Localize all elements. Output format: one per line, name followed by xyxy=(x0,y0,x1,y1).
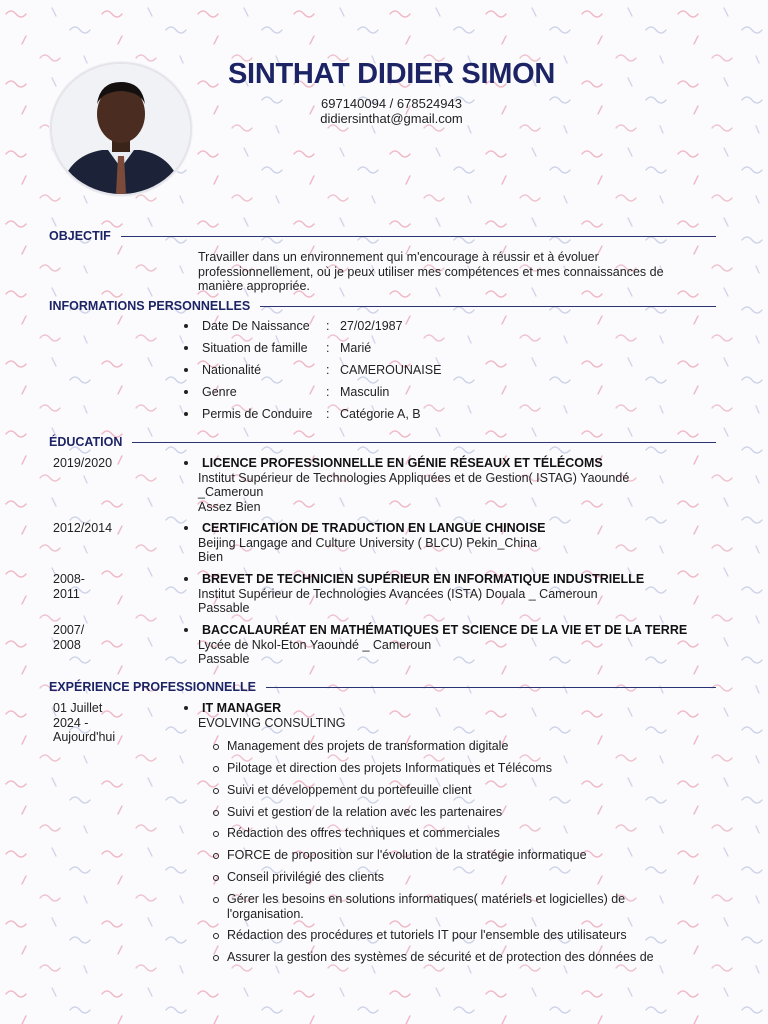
info-row xyxy=(184,407,421,421)
task-text: Rédaction des offres techniques et commerciales xyxy=(227,826,500,840)
info-separator: : xyxy=(326,385,330,399)
bullet-icon xyxy=(184,346,188,350)
task-item xyxy=(213,928,703,943)
task-item xyxy=(213,892,703,921)
objectif-line: Travailler dans un environnement qui m'encourage à réussir et à évoluer xyxy=(198,250,599,264)
date-line: 2012/2014 xyxy=(53,521,113,535)
info-label: Genre xyxy=(202,385,237,399)
entry-line: Beijing Langage and Culture University ( BLCU) Pekin_China xyxy=(198,535,538,550)
bullet-icon xyxy=(184,390,188,394)
task-item xyxy=(213,826,703,841)
info-separator: : xyxy=(326,363,330,377)
company-name: EVOLVING CONSULTING xyxy=(198,715,346,730)
task-text: FORCE de proposition sur l'évolution de la stratégie informatique xyxy=(227,848,587,862)
bullet-icon xyxy=(184,324,188,328)
circle-bullet-icon xyxy=(213,810,219,816)
info-row xyxy=(184,363,441,377)
circle-bullet-icon xyxy=(213,788,219,794)
section-divider xyxy=(132,442,716,443)
entry-line: Passable xyxy=(198,601,250,616)
entry-line: Institut Supérieur de Technologies Appliquées et de Gestion( ISTAG) Yaoundé xyxy=(198,470,630,485)
circle-bullet-icon xyxy=(213,875,219,881)
info-value: Masculin xyxy=(340,385,390,399)
info-value: 27/02/1987 xyxy=(340,319,403,333)
date-line: Aujourd'hui xyxy=(53,730,116,745)
education-entry xyxy=(184,521,716,565)
candidate-name: SINTHAT DIDIER SIMON xyxy=(228,58,555,90)
job-title: IT MANAGER xyxy=(202,701,282,715)
date-line: 2007/ xyxy=(53,623,85,637)
circle-bullet-icon xyxy=(213,766,219,772)
task-text: l'organisation. xyxy=(227,906,304,921)
objectif-line: professionnellement, où je peux utiliser mes compétences et mes connaissances de xyxy=(198,264,664,279)
info-label: Permis de Conduire xyxy=(202,407,313,421)
section-title-text: ÉDUCATION xyxy=(49,435,123,449)
info-separator: : xyxy=(326,319,330,333)
education-entry xyxy=(184,623,716,667)
circle-bullet-icon xyxy=(213,744,219,750)
bullet-icon xyxy=(184,706,188,710)
entry-line: Passable xyxy=(198,652,250,667)
date-line: 2008 xyxy=(53,637,81,652)
date-line: 2019/2020 xyxy=(53,456,113,470)
task-text: Rédaction des procédures et tutoriels IT pour l'ensemble des utilisateurs xyxy=(227,928,627,942)
task-text: Gérer les besoins en solutions informatiques( matériels et logicielles) de xyxy=(227,892,626,906)
education-date xyxy=(53,521,133,536)
degree-title: BACCALAURÉAT EN MATHÉMATIQUES ET SCIENCE DE LA VIE ET DE LA TERRE xyxy=(202,623,688,637)
task-item xyxy=(213,950,703,965)
circle-bullet-icon xyxy=(213,853,219,859)
task-text: Pilotage et direction des projets Informatiques et Télécoms xyxy=(227,761,552,775)
experience-date xyxy=(53,701,133,745)
education-date xyxy=(53,456,133,471)
info-separator: : xyxy=(326,341,330,355)
info-separator: : xyxy=(326,407,330,421)
info-value: Marié xyxy=(340,341,372,355)
task-item xyxy=(213,739,703,754)
degree-title: LICENCE PROFESSIONNELLE EN GÉNIE RÉSEAUX ET TÉLÉCOMS xyxy=(202,456,603,470)
date-line: 01 Juillet xyxy=(53,701,103,715)
section-divider xyxy=(260,306,716,307)
section-divider xyxy=(266,687,716,688)
circle-bullet-icon xyxy=(213,933,219,939)
bullet-icon xyxy=(184,526,188,530)
bullet-icon xyxy=(184,412,188,416)
task-text: Suivi et gestion de la relation avec les partenaires xyxy=(227,805,503,819)
bullet-icon xyxy=(184,628,188,632)
bullet-icon xyxy=(184,461,188,465)
task-item xyxy=(213,783,703,798)
entry-line: Bien xyxy=(198,550,224,565)
info-label: Date De Naissance xyxy=(202,319,310,333)
info-row xyxy=(184,319,403,333)
task-item xyxy=(213,848,703,863)
circle-bullet-icon xyxy=(213,897,219,903)
info-row xyxy=(184,385,389,399)
info-label: Nationalité xyxy=(202,363,262,377)
section-title-text: EXPÉRIENCE PROFESSIONNELLE xyxy=(49,680,256,694)
degree-title: CERTIFICATION DE TRADUCTION EN LANGUE CHINOISE xyxy=(202,521,546,535)
education-entry xyxy=(184,572,716,616)
section-title-text: INFORMATIONS PERSONNELLES xyxy=(49,299,251,313)
objectif-text xyxy=(198,250,716,294)
date-line: 2011 xyxy=(53,586,80,601)
task-item xyxy=(213,870,703,885)
section-divider xyxy=(121,236,716,237)
email-address[interactable]: didiersinthat@gmail.com xyxy=(320,111,463,126)
objectif-line: manière appropriée. xyxy=(198,279,310,294)
section-title-text: OBJECTIF xyxy=(49,229,111,243)
task-text: Assurer la gestion des systèmes de sécurité et de protection des données de xyxy=(227,950,654,964)
experience-entry xyxy=(184,701,716,730)
entry-line: Assez Bien xyxy=(198,499,261,514)
info-value: CAMEROUNAISE xyxy=(340,363,442,377)
task-text: Management des projets de transformation digitale xyxy=(227,739,509,753)
entry-line: Institut Supérieur de Technologies Avancées (ISTA) Douala _ Cameroun xyxy=(198,586,598,601)
task-text: Conseil privilégié des clients xyxy=(227,870,385,884)
section-title-informations xyxy=(49,299,716,313)
task-item xyxy=(213,805,703,820)
section-title-objectif xyxy=(49,229,716,243)
bullet-icon xyxy=(184,368,188,372)
phone-numbers: 697140094 / 678524943 xyxy=(321,96,462,111)
section-title-experience xyxy=(49,680,716,694)
date-line: 2008- xyxy=(53,572,85,586)
circle-bullet-icon xyxy=(213,831,219,837)
education-date xyxy=(53,623,133,652)
section-title-education xyxy=(49,435,716,449)
date-line: 2024 - xyxy=(53,715,89,730)
info-value: Catégorie A, B xyxy=(340,407,421,421)
education-entry xyxy=(184,456,716,514)
circle-bullet-icon xyxy=(213,955,219,961)
info-row xyxy=(184,341,371,355)
task-text: Suivi et développement du portefeuille client xyxy=(227,783,472,797)
entry-line: Lycée de Nkol-Eton Yaoundé _ Cameroun xyxy=(198,637,432,652)
info-label: Situation de famille xyxy=(202,341,308,355)
task-item xyxy=(213,761,703,776)
entry-line: _Cameroun xyxy=(198,485,264,500)
bullet-icon xyxy=(184,577,188,581)
education-date xyxy=(53,572,133,601)
degree-title: BREVET DE TECHNICIEN SUPÉRIEUR EN INFORMATIQUE INDUSTRIELLE xyxy=(202,572,645,586)
